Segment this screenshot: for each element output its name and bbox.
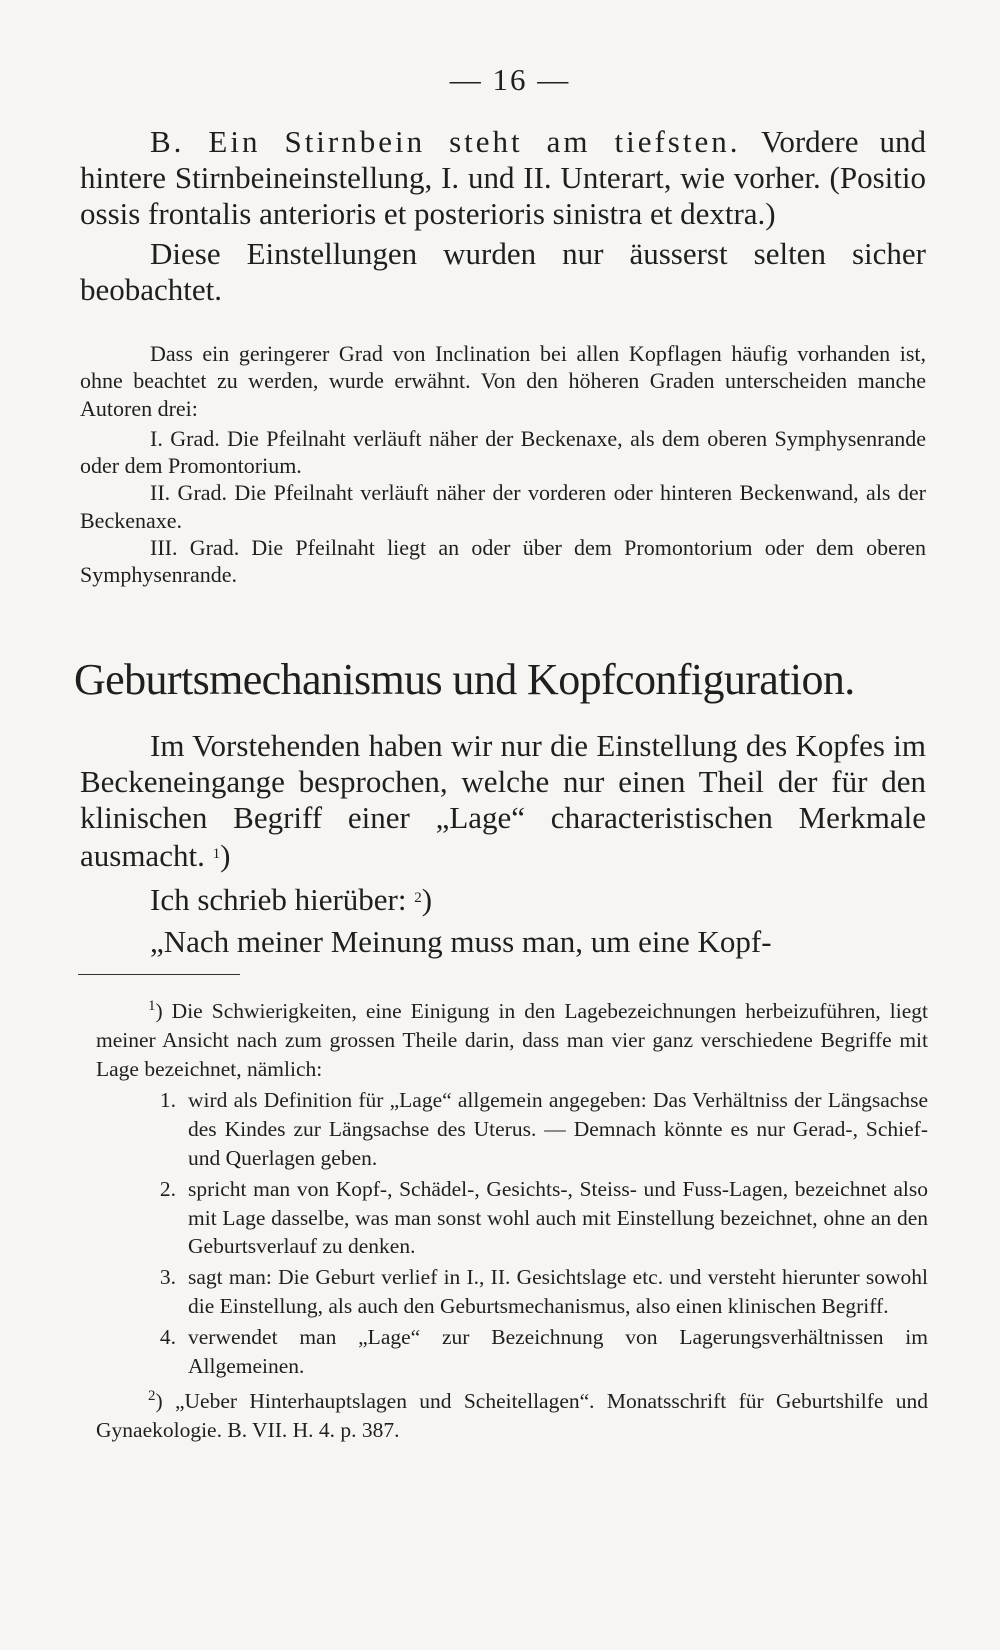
footnote-list-item (134, 1175, 928, 1261)
section-b-rest: Vordere und hintere Stirnbeineinstellung, I. und II. Unterart, wie vorher. (Positio ossis frontalis anterioris et posterioris sinistra et dextra.) (80, 124, 926, 231)
footnote-ref-2: 2 (414, 890, 422, 906)
list-item-text: verwendet man „Lage“ zur Bezeichnung von Lagerungsverhältnissen im Allgemeinen. (188, 1324, 928, 1378)
main-paragraph-2 (80, 880, 926, 918)
footnote-list-item (134, 1323, 928, 1381)
list-item-number: 3. (159, 1265, 176, 1290)
footnote-2-marker: 2 (148, 1388, 156, 1405)
footnote-list-item (134, 1086, 928, 1172)
footnote-2-text: ) „Ueber Hinterhauptslagen und Scheitellagen“. Monatsschrift für Geburtshilfe und Gynaekologie. B. VII. H. 4. p. 387. (96, 1389, 928, 1443)
section-b-lead: B. Ein Stirnbein steht am tiefsten. (150, 124, 741, 159)
main-paragraph-2-text: Ich schrieb hierüber: (150, 882, 407, 917)
grade-3-paragraph: III. Grad. Die Pfeilnaht liegt an oder über dem Promontorium oder dem oberen Symphysenrande. (80, 535, 926, 588)
footnote-1 (96, 992, 928, 1083)
footnote-ref-2-paren: ) (421, 882, 433, 917)
footnotes (96, 992, 928, 1445)
section-b-paragraph (80, 124, 926, 232)
small-print-block (80, 340, 926, 589)
main-paragraph-1-text: Im Vorstehenden haben wir nur die Einstellung des Kopfes im Beckeneingange besprochen, welche nur einen Theil der für den klinischen Begriff einer „Lage“ characteristischen Merkmale ausmacht. (80, 728, 926, 873)
footnote-list-item (134, 1263, 928, 1321)
list-item-text: spricht man von Kopf-, Schädel-, Gesichts-, Steiss- und Fuss-Lagen, bezeichnet also mit Lage dasselbe, was man sonst wohl auch mit Einstellung bezeichnet, ohne an den Geburtsverlauf zu denken. (188, 1176, 928, 1259)
grade-1-paragraph: I. Grad. Die Pfeilnaht verläuft näher der Beckenaxe, als dem oberen Symphysenrande oder dem Promontorium. (80, 425, 926, 479)
section-b (80, 124, 926, 308)
footnote-1-marker: 1 (148, 998, 156, 1014)
main-paragraph-1 (80, 728, 926, 874)
page-number: — 16 — (449, 62, 571, 97)
footnote-ref-1-paren: ) (220, 838, 231, 873)
list-item-text: sagt man: Die Geburt verlief in I., II. Gesichtslage etc. und versteht hierunter sowohl die Einstellung, als auch den Geburtsmechanismus, also einen klinischen Begriff. (188, 1265, 928, 1318)
footnote-separator (78, 974, 240, 975)
list-item-text: wird als Definition für „Lage“ allgemein angegeben: Das Verhältniss der Längsachse des Kindes zur Längsachse des Uterus. — Demnach könnte es nur Gerad-, Schief- und Querlagen geben. (188, 1088, 928, 1170)
main-text (80, 728, 926, 960)
section-heading: Geburtsmechanismus und Kopfconfiguration. (74, 655, 855, 704)
section-b-paragraph-2: Diese Einstellungen wurden nur äusserst selten sicher beobachtet. (80, 236, 926, 307)
list-item-number: 1. (159, 1088, 176, 1113)
list-item-number: 2. (159, 1176, 176, 1201)
footnote-1-text: ) Die Schwierigkeiten, eine Einigung in den Lagebezeichnungen herbeizuführen, liegt meiner Ansicht nach zum grossen Theile darin, dass man vier ganz verschiedene Begriffe mit Lage bezeichnet, nämlich: (96, 999, 928, 1081)
inclination-paragraph: Dass ein geringerer Grad von Inclination bei allen Kopflagen häufig vorhanden ist, ohne beachtet zu werden, wurde erwähnt. Von den höheren Graden unterscheiden manche Autoren drei: (80, 341, 926, 421)
footnote-ref-1: 1 (212, 846, 221, 862)
list-item-number: 4. (159, 1324, 176, 1349)
main-paragraph-3: „Nach meiner Meinung muss man, um eine Kopf- (150, 924, 772, 959)
footnote-2 (96, 1382, 928, 1445)
grade-2-paragraph: II. Grad. Die Pfeilnaht verläuft näher der vorderen oder hinteren Beckenwand, als der Beckenaxe. (80, 480, 926, 533)
